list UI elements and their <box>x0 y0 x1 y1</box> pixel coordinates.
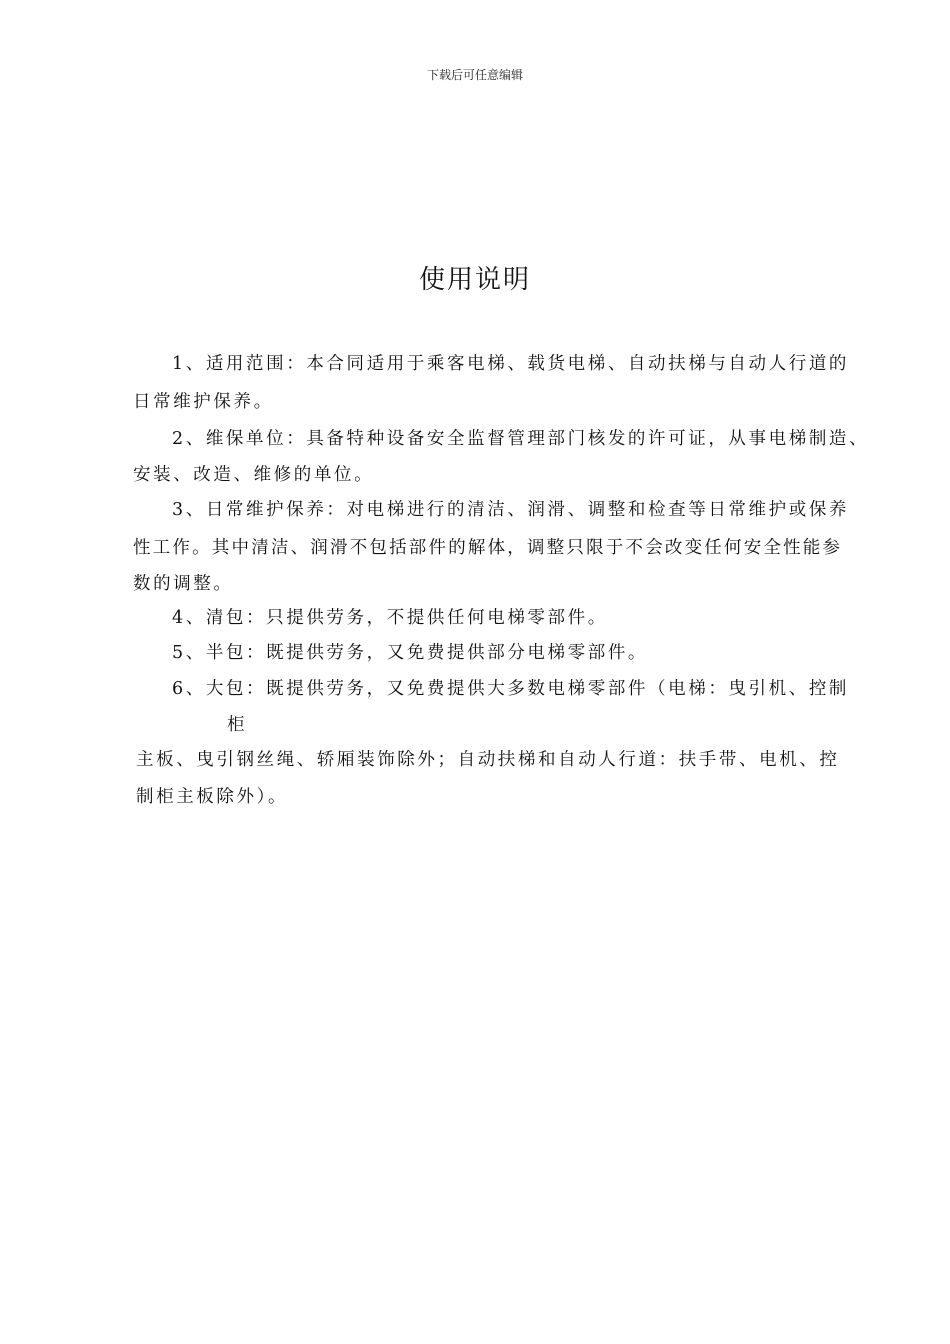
header-note: 下载后可任意编辑 <box>426 68 523 82</box>
clause-3-line-3: 数的调整。 <box>133 574 234 594</box>
clause-1-line-1: 1、适用范围：本合同适用于乘客电梯、载货电梯、自动扶梯与自动人行道的 <box>172 354 850 374</box>
clause-5-line-1: 5、半包：既提供劳务，又免费提供部分电梯零部件。 <box>172 643 649 663</box>
clause-3-line-2: 性工作。其中清洁、润滑不包括部件的解体，调整只限于不会改变任何安全性能参 <box>133 538 843 558</box>
clause-6-line-1: 6、大包：既提供劳务，又免费提供大多数电梯零部件（电梯：曳引机、控制 <box>172 679 850 699</box>
clause-4-line-1: 4、清包：只提供劳务，不提供任何电梯零部件。 <box>172 608 608 628</box>
clause-2-line-1: 2、维保单位：具备特种设备安全监督管理部门核发的许可证，从事电梯制造、 <box>172 429 870 449</box>
document-title: 使用说明 <box>418 265 531 295</box>
clause-3-line-1: 3、日常维护保养：对电梯进行的清洁、润滑、调整和检查等日常维护或保养 <box>172 500 850 520</box>
clause-6-line-3: 主板、曳引钢丝绳、轿厢装饰除外；自动扶梯和自动人行道：扶手带、电机、控 <box>136 750 840 770</box>
clause-6-line-4: 制柜主板除外）。 <box>136 787 289 807</box>
clause-1-line-2: 日常维护保养。 <box>133 392 274 412</box>
clause-6-line-2: 柜 <box>227 715 248 735</box>
clause-2-line-2: 安装、改造、维修的单位。 <box>133 465 375 485</box>
